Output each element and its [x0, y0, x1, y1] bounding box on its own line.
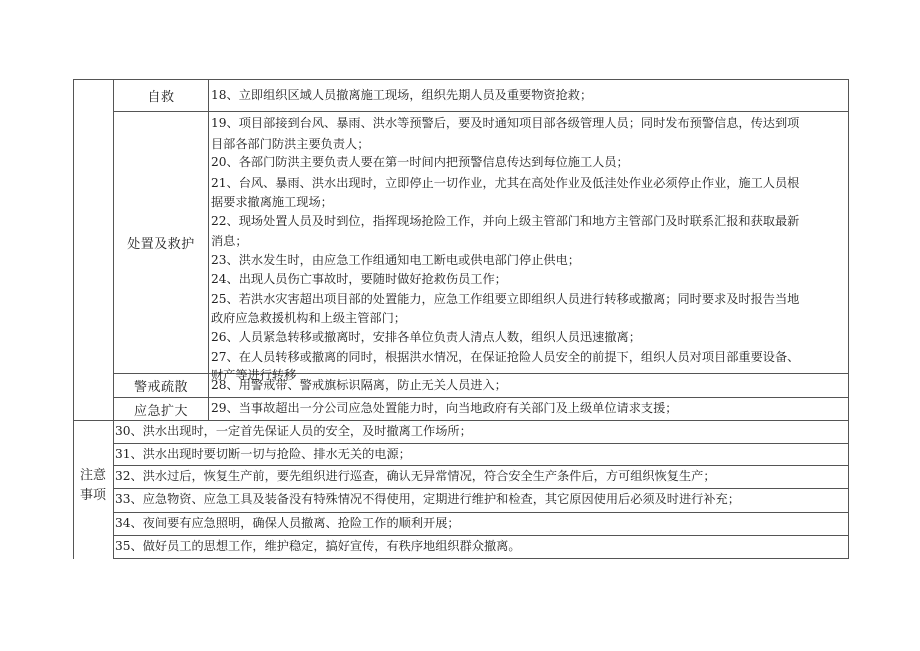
handling-text-block: [211, 112, 847, 382]
handling-line: 26、人员紧急转移或撤离时，安排各单位负责人清点人数，组织人员迅速撤离；: [211, 330, 641, 344]
notes-item: 33、应急物资、应急工具及装备没有特殊情况不得使用，定期进行维护和检查，其它原因使用后必须及时进行补充；: [115, 492, 740, 506]
handling-line: 24、出现人员伤亡事故时，要随时做好抢救伤员工作；: [211, 272, 507, 286]
border-left: [73, 79, 74, 559]
handling-line: 23、洪水发生时，由应急工作组通知电工断电或供电部门停止供电；: [211, 253, 580, 267]
handling-line: 25、若洪水灾害超出项目部的处置能力，应急工作组要立即组织人员进行转移或撤离；同时要求及时报告当地: [211, 292, 800, 306]
border-col2: [208, 79, 209, 420]
row-divider: [113, 558, 849, 559]
notes-item: 32、洪水过后，恢复生产前，要先组织进行巡查，确认无异常情况，符合安全生产条件后，方可组织恢复生产；: [115, 469, 716, 483]
notes-item: 30、洪水出现时，一定首先保证人员的安全，及时撤离工作场所；: [115, 424, 472, 438]
row-label-expand: 应急扩大: [133, 403, 188, 419]
row-label-self-rescue: 自救: [147, 90, 175, 105]
notes-item: 35、做好员工的思想工作，维护稳定，搞好宣传，有秩序地组织群众撤离。: [115, 539, 521, 553]
handling-line: 据要求撤离施工现场；: [211, 195, 333, 209]
handling-line: 消息；: [211, 234, 248, 248]
alert-item: 28、用警戒带、警戒旗标识隔离，防止无关人员进入；: [211, 378, 507, 392]
notes-item: 31、洪水出现时要切断一切与抢险、排水无关的电源；: [115, 447, 411, 461]
notes-item: 34、夜间要有应急照明，确保人员撤离、抢险工作的顺利开展；: [115, 516, 460, 530]
handling-line: 19、项目部接到台风、暴雨、洪水等预警后，要及时通知项目部各级管理人员；同时发布预警信息，传达到项: [211, 116, 800, 130]
row-label-alert: 警戒疏散: [133, 380, 188, 395]
handling-line: 财产等进行转移: [211, 368, 297, 382]
handling-line: 政府应急救援机构和上级主管部门；: [211, 311, 406, 325]
handling-line: 20、各部门防洪主要负责人要在第一时间内把预警信息传达到每位施工人员；: [211, 155, 629, 169]
notes-label-line1: 注意: [80, 468, 107, 483]
handling-line: 目部各部门防洪主要负责人；: [211, 137, 370, 151]
handling-line: 22、现场处置人员及时到位，指挥现场抢险工作，并向上级主管部门和地方主管部门及时联系汇报和获取最新: [211, 214, 800, 228]
self-rescue-item: 18、立即组织区域人员撤离施工现场，组织先期人员及重要物资抢救；: [211, 88, 593, 102]
handling-line: 27、在人员转移或撤离的同时，根据洪水情况，在保证抢险人员安全的前提下，组织人员对项目部重要设备、: [211, 350, 800, 364]
notes-label-line2: 事项: [80, 488, 107, 503]
expand-item: 29、当事故超出一分公司应急处置能力时，向当地政府有关部门及上级单位请求支援；: [211, 401, 678, 415]
handling-line: 21、台风、暴雨、洪水出现时，立即停止一切作业，尤其在高处作业及低洼处作业必须停止作业，施工人员根: [211, 176, 800, 190]
border-right: [848, 79, 849, 559]
notes-label: [80, 466, 106, 506]
row-label-handling: 处置及救护: [127, 237, 195, 252]
